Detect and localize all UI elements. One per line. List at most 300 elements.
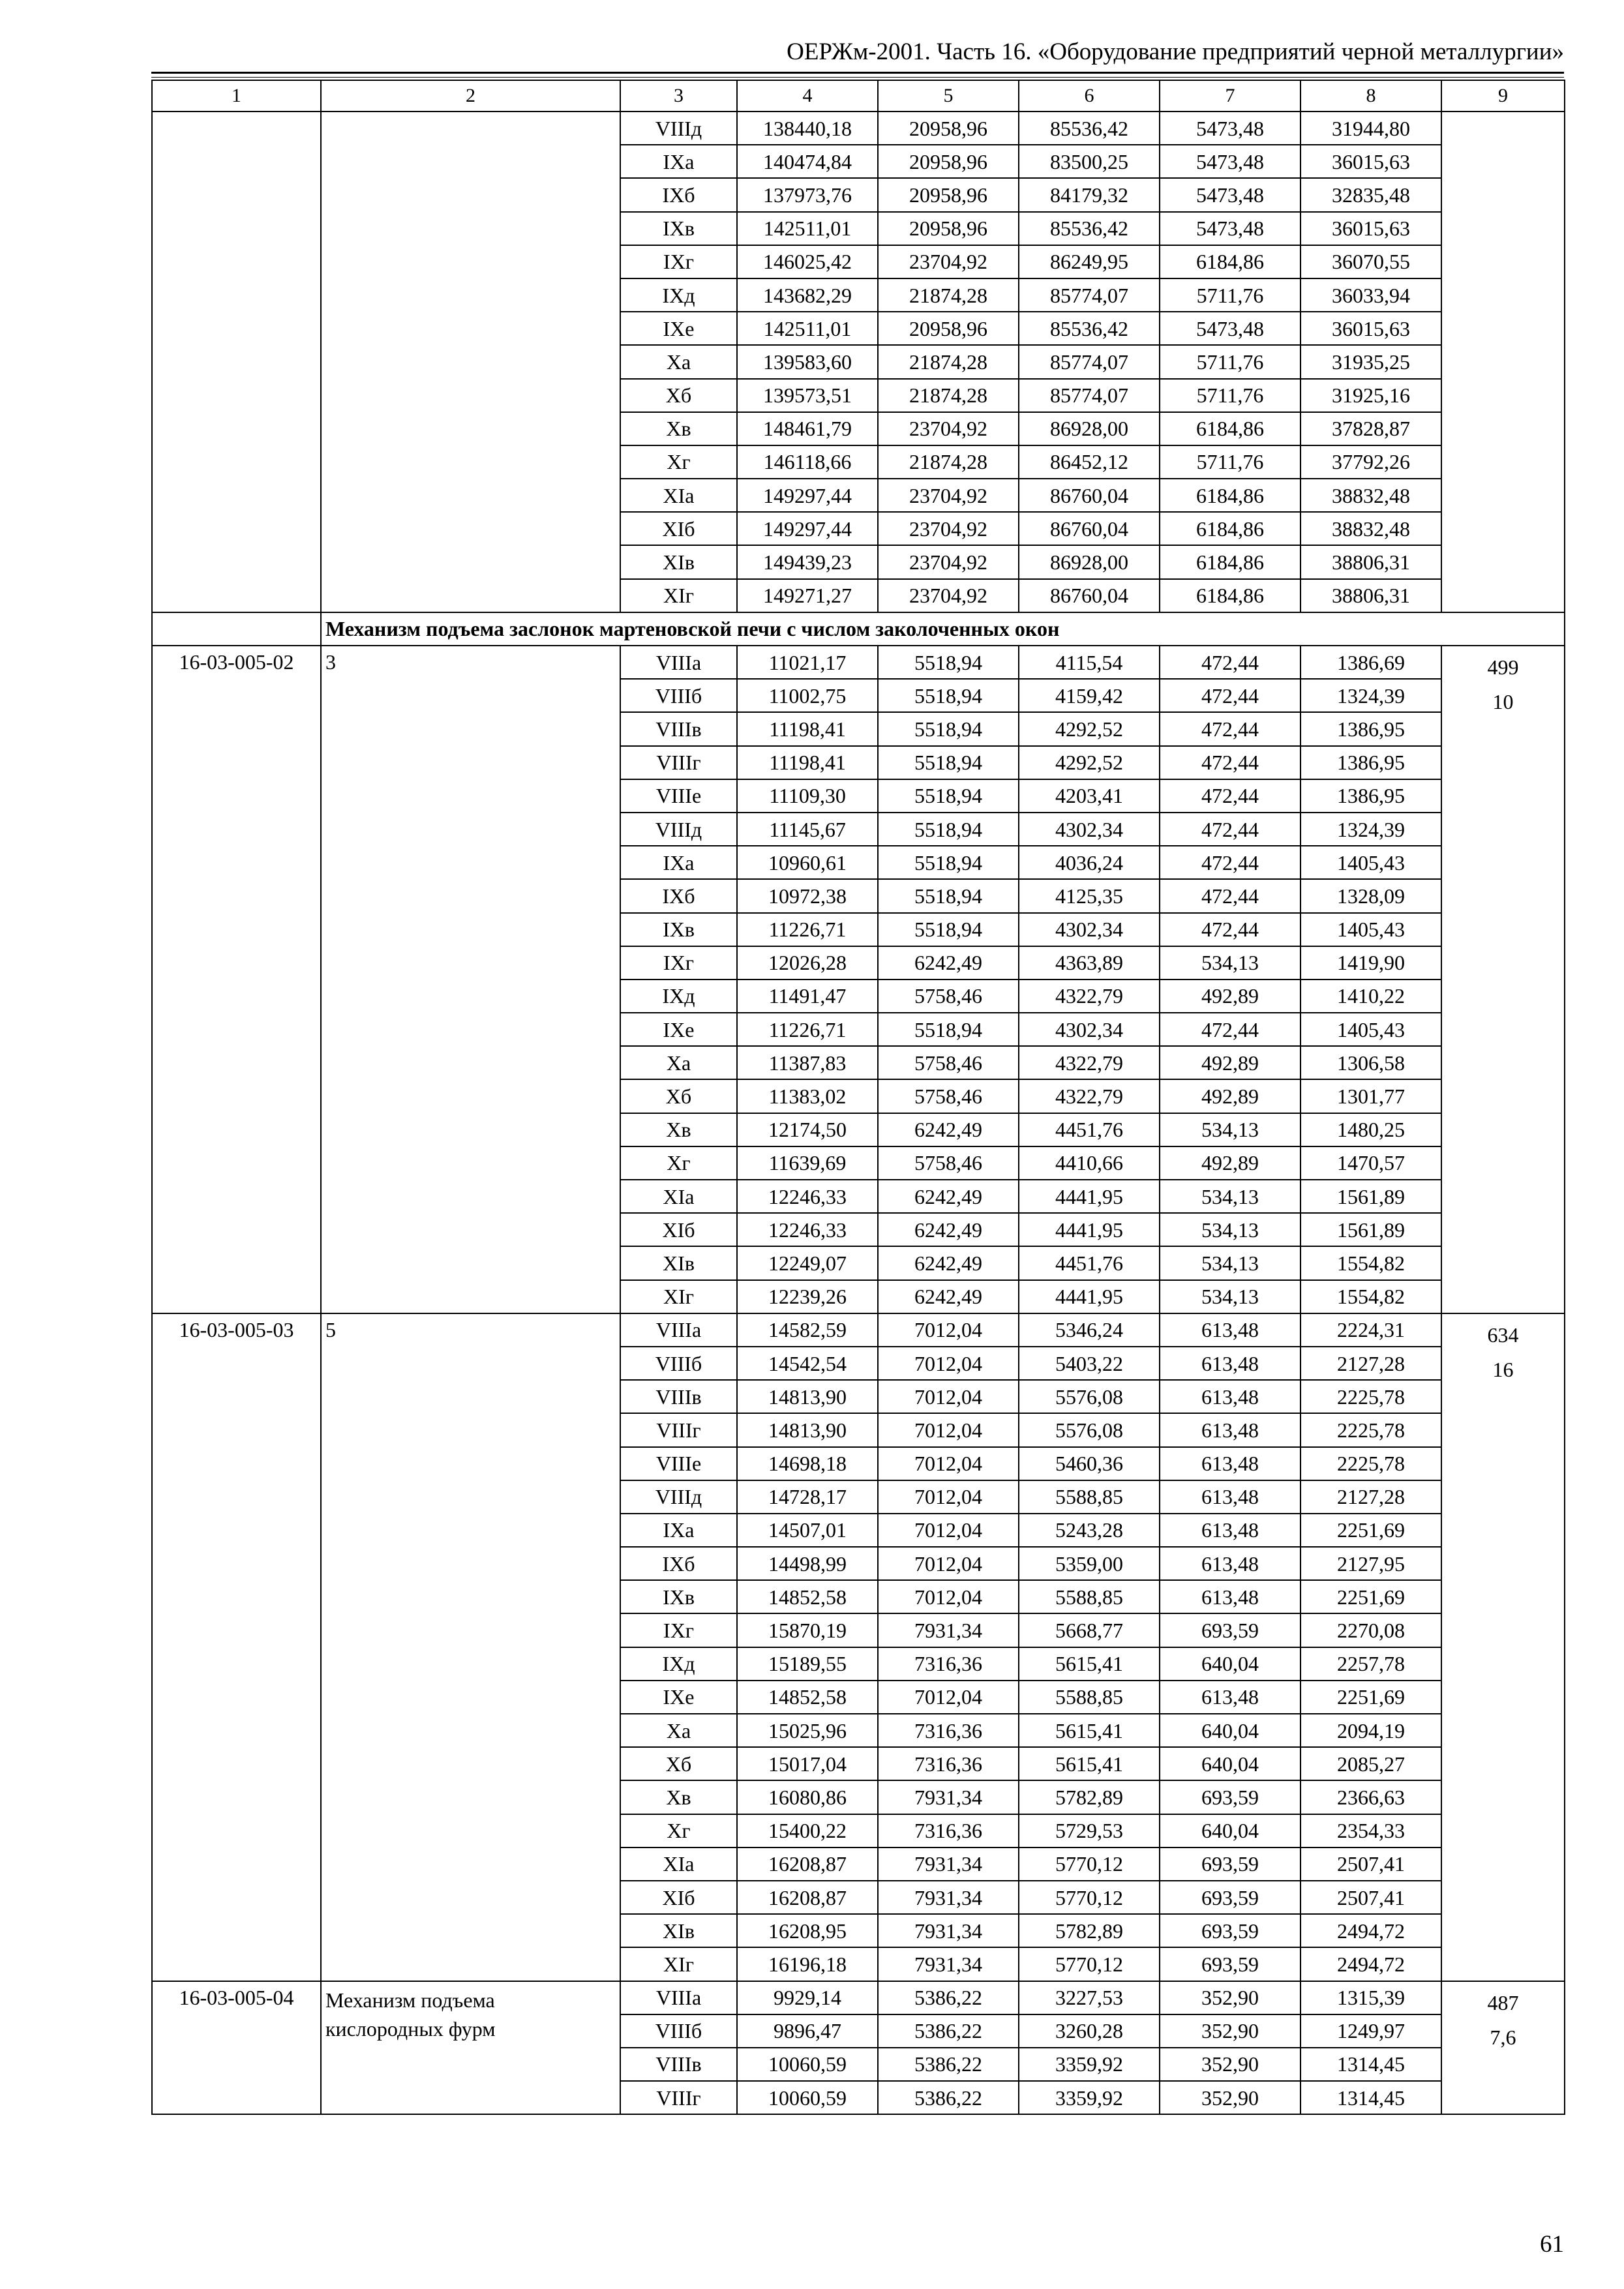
value-cell: 492,89: [1160, 1146, 1301, 1180]
column-number: 5: [878, 80, 1019, 112]
value-cell: 37792,26: [1301, 445, 1441, 479]
value-cell: 21874,28: [878, 345, 1019, 378]
value-cell: 2127,28: [1301, 1480, 1441, 1514]
value-cell: 693,59: [1160, 1780, 1301, 1814]
name-cell: Механизм подъема кислородных фурм: [321, 1981, 620, 2115]
value-cell: 5770,12: [1019, 1848, 1160, 1881]
value-cell: 23704,92: [878, 479, 1019, 512]
value-cell: 36015,63: [1301, 212, 1441, 245]
value-cell: 1314,45: [1301, 2048, 1441, 2081]
value-cell: 6242,49: [878, 1280, 1019, 1313]
value-cell: 6242,49: [878, 946, 1019, 980]
class-cell: XIв: [620, 1914, 737, 1947]
value-cell: 4292,52: [1019, 746, 1160, 779]
class-cell: XIг: [620, 1280, 737, 1313]
value-cell: 36015,63: [1301, 312, 1441, 345]
value-cell: 5473,48: [1160, 178, 1301, 211]
value-cell: 10960,61: [737, 846, 878, 879]
extra-value: 10: [1492, 690, 1514, 713]
column-number: 2: [321, 80, 620, 112]
class-cell: XIв: [620, 1246, 737, 1279]
value-cell: 2366,63: [1301, 1780, 1441, 1814]
value-cell: 534,13: [1160, 1180, 1301, 1213]
value-cell: 6184,86: [1160, 545, 1301, 578]
value-cell: 5758,46: [878, 1146, 1019, 1180]
name-cell: 5: [321, 1313, 620, 1981]
class-cell: IXa: [620, 1514, 737, 1547]
class-cell: Xб: [620, 1079, 737, 1113]
value-cell: 1249,97: [1301, 2014, 1441, 2048]
extra-cell: [1441, 1981, 1565, 2115]
value-cell: 613,48: [1160, 1514, 1301, 1547]
value-cell: 11387,83: [737, 1046, 878, 1079]
value-cell: 10060,59: [737, 2081, 878, 2114]
value-cell: 1554,82: [1301, 1280, 1441, 1313]
value-cell: 4322,79: [1019, 1046, 1160, 1079]
value-cell: 148461,79: [737, 412, 878, 445]
value-cell: 1328,09: [1301, 879, 1441, 912]
table-row: [152, 1981, 1565, 2014]
value-cell: 5782,89: [1019, 1914, 1160, 1947]
class-cell: VIIIв: [620, 2048, 737, 2081]
class-cell: VIIIе: [620, 779, 737, 813]
class-cell: IXе: [620, 312, 737, 345]
value-cell: 86928,00: [1019, 545, 1160, 578]
value-cell: 6184,86: [1160, 579, 1301, 612]
value-cell: 14507,01: [737, 1514, 878, 1547]
value-cell: 4322,79: [1019, 1079, 1160, 1113]
value-cell: 2251,69: [1301, 1580, 1441, 1613]
class-cell: VIIIв: [620, 1380, 737, 1413]
value-cell: 1386,95: [1301, 712, 1441, 745]
value-cell: 11109,30: [737, 779, 878, 813]
value-cell: 9896,47: [737, 2014, 878, 2048]
value-cell: 11145,67: [737, 813, 878, 846]
table-row: [152, 646, 1565, 679]
value-cell: 5473,48: [1160, 212, 1301, 245]
class-cell: Xa: [620, 345, 737, 378]
value-cell: 5615,41: [1019, 1647, 1160, 1681]
value-cell: 15400,22: [737, 1814, 878, 1848]
value-cell: 5770,12: [1019, 1881, 1160, 1914]
value-cell: 472,44: [1160, 679, 1301, 712]
class-cell: XIб: [620, 1213, 737, 1246]
value-cell: 10060,59: [737, 2048, 878, 2081]
value-cell: 23704,92: [878, 579, 1019, 612]
value-cell: 5518,94: [878, 813, 1019, 846]
value-cell: 20958,96: [878, 312, 1019, 345]
value-cell: 38806,31: [1301, 545, 1441, 578]
value-cell: 5615,41: [1019, 1747, 1160, 1780]
value-cell: 352,90: [1160, 2014, 1301, 2048]
value-cell: 36015,63: [1301, 145, 1441, 178]
value-cell: 4363,89: [1019, 946, 1160, 980]
column-number: 6: [1019, 80, 1160, 112]
value-cell: 5711,76: [1160, 445, 1301, 479]
value-cell: 21874,28: [878, 379, 1019, 412]
class-cell: VIIIд: [620, 1480, 737, 1514]
extra-value: 499: [1487, 655, 1519, 679]
value-cell: 613,48: [1160, 1347, 1301, 1380]
class-cell: VIIIг: [620, 746, 737, 779]
value-cell: 3260,28: [1019, 2014, 1160, 2048]
value-cell: 20958,96: [878, 178, 1019, 211]
value-cell: 1470,57: [1301, 1146, 1441, 1180]
value-cell: 5386,22: [878, 1981, 1019, 2014]
value-cell: 640,04: [1160, 1647, 1301, 1681]
value-cell: 352,90: [1160, 2048, 1301, 2081]
value-cell: 142511,01: [737, 212, 878, 245]
value-cell: 7931,34: [878, 1613, 1019, 1647]
extra-value: 487: [1487, 1990, 1519, 2014]
value-cell: 5518,94: [878, 846, 1019, 879]
value-cell: 2085,27: [1301, 1747, 1441, 1780]
value-cell: 2127,95: [1301, 1547, 1441, 1580]
value-cell: 5359,00: [1019, 1547, 1160, 1580]
header-rule: [151, 72, 1564, 74]
value-cell: 492,89: [1160, 1079, 1301, 1113]
value-cell: 693,59: [1160, 1914, 1301, 1947]
value-cell: 23704,92: [878, 545, 1019, 578]
value-cell: 7012,04: [878, 1447, 1019, 1480]
header-rule-thin: [151, 77, 1564, 78]
value-cell: 139573,51: [737, 379, 878, 412]
value-cell: 534,13: [1160, 1113, 1301, 1146]
value-cell: 2127,28: [1301, 1347, 1441, 1380]
class-cell: XIa: [620, 1848, 737, 1881]
column-number: 4: [737, 80, 878, 112]
value-cell: 85536,42: [1019, 312, 1160, 345]
class-cell: IXг: [620, 1613, 737, 1647]
value-cell: 4322,79: [1019, 980, 1160, 1013]
value-cell: 6184,86: [1160, 479, 1301, 512]
value-cell: 11383,02: [737, 1079, 878, 1113]
value-cell: 5346,24: [1019, 1313, 1160, 1347]
value-cell: 1405,43: [1301, 913, 1441, 946]
class-cell: IXб: [620, 178, 737, 211]
value-cell: 7931,34: [878, 1947, 1019, 1981]
value-cell: 472,44: [1160, 779, 1301, 813]
value-cell: 15025,96: [737, 1714, 878, 1747]
class-cell: VIIIд: [620, 112, 737, 145]
value-cell: 11226,71: [737, 1013, 878, 1046]
value-cell: 5729,53: [1019, 1814, 1160, 1848]
value-cell: 5758,46: [878, 1046, 1019, 1079]
value-cell: 6242,49: [878, 1180, 1019, 1213]
class-cell: IXг: [620, 245, 737, 278]
value-cell: 31935,25: [1301, 345, 1441, 378]
value-cell: 1561,89: [1301, 1213, 1441, 1246]
value-cell: 1480,25: [1301, 1113, 1441, 1146]
value-cell: 6242,49: [878, 1213, 1019, 1246]
class-cell: VIIIб: [620, 2014, 737, 2048]
class-cell: IXa: [620, 846, 737, 879]
value-cell: 85536,42: [1019, 212, 1160, 245]
value-cell: 7012,04: [878, 1547, 1019, 1580]
value-cell: 85536,42: [1019, 112, 1160, 145]
value-cell: 86760,04: [1019, 579, 1160, 612]
value-cell: 5588,85: [1019, 1480, 1160, 1514]
value-cell: 7316,36: [878, 1714, 1019, 1747]
class-cell: VIIIa: [620, 1981, 737, 2014]
value-cell: 3359,92: [1019, 2048, 1160, 2081]
class-cell: VIIIa: [620, 1313, 737, 1347]
value-cell: 4410,66: [1019, 1146, 1160, 1180]
value-cell: 149297,44: [737, 479, 878, 512]
value-cell: 14728,17: [737, 1480, 878, 1514]
value-cell: 7931,34: [878, 1780, 1019, 1814]
value-cell: 2257,78: [1301, 1647, 1441, 1681]
value-cell: 7012,04: [878, 1580, 1019, 1613]
value-cell: 613,48: [1160, 1681, 1301, 1714]
value-cell: 5576,08: [1019, 1413, 1160, 1446]
value-cell: 23704,92: [878, 412, 1019, 445]
value-cell: 693,59: [1160, 1881, 1301, 1914]
value-cell: 5386,22: [878, 2014, 1019, 2048]
name-cell: 3: [321, 646, 620, 1313]
value-cell: 5576,08: [1019, 1380, 1160, 1413]
class-cell: Xв: [620, 1780, 737, 1814]
value-cell: 7012,04: [878, 1514, 1019, 1547]
class-cell: IXa: [620, 145, 737, 178]
value-cell: 613,48: [1160, 1580, 1301, 1613]
class-cell: IXв: [620, 913, 737, 946]
value-cell: 4451,76: [1019, 1246, 1160, 1279]
code-cell: 16-03-005-04: [152, 1981, 321, 2115]
value-cell: 16196,18: [737, 1947, 878, 1981]
value-cell: 11639,69: [737, 1146, 878, 1180]
class-cell: IXб: [620, 879, 737, 912]
value-cell: 7012,04: [878, 1681, 1019, 1714]
class-cell: IXд: [620, 278, 737, 312]
value-cell: 12174,50: [737, 1113, 878, 1146]
value-cell: 16208,87: [737, 1848, 878, 1881]
value-cell: 11491,47: [737, 980, 878, 1013]
value-cell: 534,13: [1160, 1280, 1301, 1313]
value-cell: 6184,86: [1160, 512, 1301, 545]
class-cell: XIг: [620, 579, 737, 612]
value-cell: 20958,96: [878, 212, 1019, 245]
value-cell: 2494,72: [1301, 1914, 1441, 1947]
value-cell: 7012,04: [878, 1347, 1019, 1380]
value-cell: 4115,54: [1019, 646, 1160, 679]
value-cell: 137973,76: [737, 178, 878, 211]
extra-value: 16: [1492, 1357, 1514, 1381]
value-cell: 5518,94: [878, 913, 1019, 946]
class-cell: Xв: [620, 412, 737, 445]
value-cell: 38832,48: [1301, 479, 1441, 512]
value-cell: 4302,34: [1019, 913, 1160, 946]
value-cell: 2224,31: [1301, 1313, 1441, 1347]
value-cell: 11198,41: [737, 712, 878, 745]
value-cell: 11226,71: [737, 913, 878, 946]
value-cell: 7012,04: [878, 1313, 1019, 1347]
value-cell: 5518,94: [878, 746, 1019, 779]
value-cell: 613,48: [1160, 1447, 1301, 1480]
value-cell: 1561,89: [1301, 1180, 1441, 1213]
value-cell: 16208,95: [737, 1914, 878, 1947]
value-cell: 534,13: [1160, 1246, 1301, 1279]
value-cell: 31925,16: [1301, 379, 1441, 412]
value-cell: 14542,54: [737, 1347, 878, 1380]
value-cell: 5518,94: [878, 1013, 1019, 1046]
value-cell: 85774,07: [1019, 278, 1160, 312]
value-cell: 149439,23: [737, 545, 878, 578]
value-cell: 149297,44: [737, 512, 878, 545]
class-cell: Xб: [620, 379, 737, 412]
value-cell: 7316,36: [878, 1747, 1019, 1780]
value-cell: 32835,48: [1301, 178, 1441, 211]
class-cell: VIIIб: [620, 1347, 737, 1380]
section-row: [152, 612, 1565, 646]
value-cell: 2354,33: [1301, 1814, 1441, 1848]
code-cell: 16-03-005-02: [152, 646, 321, 1313]
class-cell: XIб: [620, 512, 737, 545]
value-cell: 5615,41: [1019, 1714, 1160, 1747]
value-cell: 5518,94: [878, 679, 1019, 712]
class-cell: VIIIд: [620, 813, 737, 846]
code-cell: 16-03-005-03: [152, 1313, 321, 1981]
value-cell: 1410,22: [1301, 980, 1441, 1013]
value-cell: 4441,95: [1019, 1180, 1160, 1213]
value-cell: 15189,55: [737, 1647, 878, 1681]
value-cell: 7012,04: [878, 1413, 1019, 1446]
class-cell: Xг: [620, 1814, 737, 1848]
class-cell: XIб: [620, 1881, 737, 1914]
value-cell: 86249,95: [1019, 245, 1160, 278]
value-cell: 86760,04: [1019, 512, 1160, 545]
column-number: 3: [620, 80, 737, 112]
value-cell: 23704,92: [878, 245, 1019, 278]
value-cell: 534,13: [1160, 946, 1301, 980]
value-cell: 5473,48: [1160, 312, 1301, 345]
value-cell: 139583,60: [737, 345, 878, 378]
column-number: 7: [1160, 80, 1301, 112]
value-cell: 2225,78: [1301, 1413, 1441, 1446]
class-cell: XIa: [620, 1180, 737, 1213]
value-cell: 5243,28: [1019, 1514, 1160, 1547]
extra-cell: [1441, 646, 1565, 1313]
value-cell: 472,44: [1160, 813, 1301, 846]
value-cell: 7012,04: [878, 1380, 1019, 1413]
value-cell: 16080,86: [737, 1780, 878, 1814]
class-cell: IXв: [620, 212, 737, 245]
value-cell: 1405,43: [1301, 1013, 1441, 1046]
value-cell: 21874,28: [878, 278, 1019, 312]
value-cell: 4302,34: [1019, 813, 1160, 846]
value-cell: 6184,86: [1160, 412, 1301, 445]
value-cell: 1314,45: [1301, 2081, 1441, 2114]
value-cell: 472,44: [1160, 1013, 1301, 1046]
column-number: 1: [152, 80, 321, 112]
value-cell: 86928,00: [1019, 412, 1160, 445]
value-cell: 4203,41: [1019, 779, 1160, 813]
value-cell: 1386,95: [1301, 779, 1441, 813]
value-cell: 693,59: [1160, 1947, 1301, 1981]
value-cell: 15870,19: [737, 1613, 878, 1647]
value-cell: 5518,94: [878, 879, 1019, 912]
class-cell: Xв: [620, 1113, 737, 1146]
value-cell: 23704,92: [878, 512, 1019, 545]
value-cell: 1306,58: [1301, 1046, 1441, 1079]
value-cell: 14582,59: [737, 1313, 878, 1347]
value-cell: 5386,22: [878, 2081, 1019, 2114]
value-cell: 6242,49: [878, 1246, 1019, 1279]
value-cell: 693,59: [1160, 1613, 1301, 1647]
value-cell: 7316,36: [878, 1647, 1019, 1681]
value-cell: 5770,12: [1019, 1947, 1160, 1981]
value-cell: 86760,04: [1019, 479, 1160, 512]
section-title: Механизм подъема заслонок мартеновской печи с числом заколоченных окон: [321, 612, 1565, 646]
value-cell: 1554,82: [1301, 1246, 1441, 1279]
value-cell: 1324,39: [1301, 813, 1441, 846]
value-cell: 85774,07: [1019, 379, 1160, 412]
value-cell: 7931,34: [878, 1848, 1019, 1881]
value-cell: 4125,35: [1019, 879, 1160, 912]
value-cell: 14852,58: [737, 1580, 878, 1613]
value-cell: 83500,25: [1019, 145, 1160, 178]
value-cell: 14852,58: [737, 1681, 878, 1714]
extra-value: 634: [1487, 1323, 1519, 1347]
value-cell: 140474,84: [737, 145, 878, 178]
value-cell: 12249,07: [737, 1246, 878, 1279]
value-cell: 138440,18: [737, 112, 878, 145]
class-cell: IXе: [620, 1681, 737, 1714]
value-cell: 352,90: [1160, 1981, 1301, 2014]
value-cell: 5668,77: [1019, 1613, 1160, 1647]
value-cell: 20958,96: [878, 145, 1019, 178]
value-cell: 9929,14: [737, 1981, 878, 2014]
value-cell: 5473,48: [1160, 145, 1301, 178]
value-cell: 2094,19: [1301, 1714, 1441, 1747]
value-cell: 492,89: [1160, 980, 1301, 1013]
value-cell: 5518,94: [878, 646, 1019, 679]
value-cell: 3227,53: [1019, 1981, 1160, 2014]
class-cell: IXв: [620, 1580, 737, 1613]
value-cell: 613,48: [1160, 1547, 1301, 1580]
class-cell: Xг: [620, 445, 737, 479]
value-cell: 2251,69: [1301, 1514, 1441, 1547]
value-cell: 14813,90: [737, 1413, 878, 1446]
value-cell: 472,44: [1160, 712, 1301, 745]
value-cell: 5386,22: [878, 2048, 1019, 2081]
value-cell: 4302,34: [1019, 1013, 1160, 1046]
value-cell: 16208,87: [737, 1881, 878, 1914]
class-cell: Xб: [620, 1747, 737, 1780]
class-cell: VIIIa: [620, 646, 737, 679]
value-cell: 472,44: [1160, 846, 1301, 879]
value-cell: 11198,41: [737, 746, 878, 779]
class-cell: Xa: [620, 1714, 737, 1747]
extra-value: 7,6: [1490, 2025, 1516, 2049]
value-cell: 143682,29: [737, 278, 878, 312]
value-cell: 2225,78: [1301, 1447, 1441, 1480]
value-cell: 36070,55: [1301, 245, 1441, 278]
value-cell: 2507,41: [1301, 1848, 1441, 1881]
value-cell: 472,44: [1160, 746, 1301, 779]
value-cell: 4451,76: [1019, 1113, 1160, 1146]
value-cell: 10972,38: [737, 879, 878, 912]
value-cell: 5711,76: [1160, 345, 1301, 378]
class-cell: Xa: [620, 1046, 737, 1079]
value-cell: 1405,43: [1301, 846, 1441, 879]
value-cell: 12246,33: [737, 1180, 878, 1213]
value-cell: 1386,69: [1301, 646, 1441, 679]
extra-cell: [1441, 1313, 1565, 1981]
value-cell: 142511,01: [737, 312, 878, 345]
extra-cell: [1441, 112, 1565, 612]
value-cell: 14813,90: [737, 1380, 878, 1413]
